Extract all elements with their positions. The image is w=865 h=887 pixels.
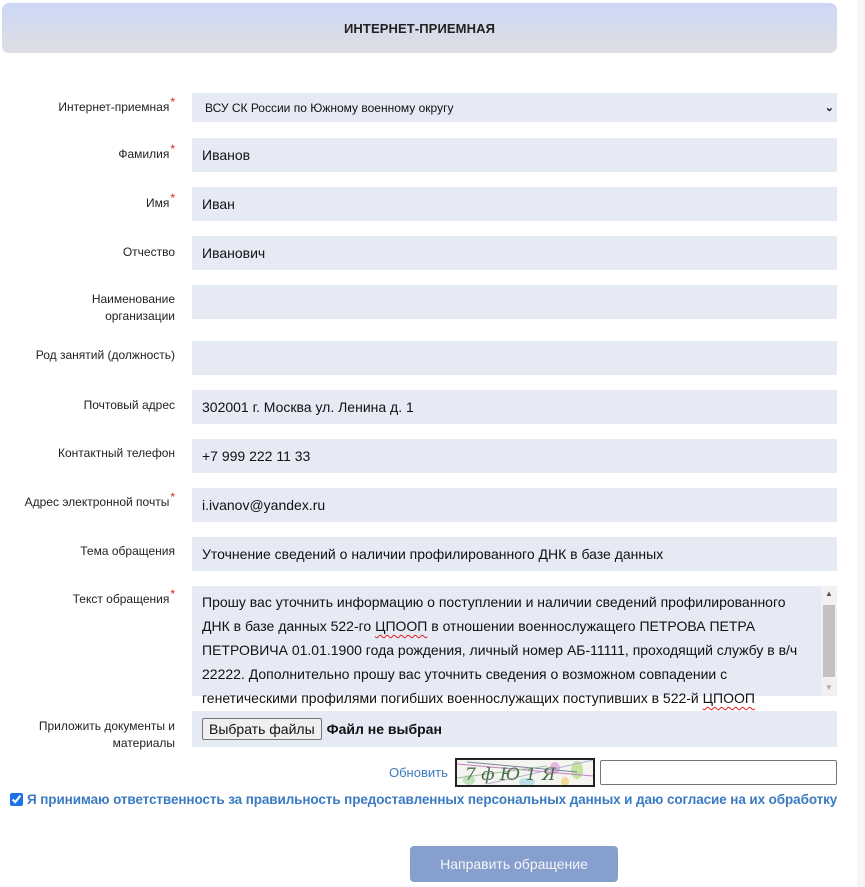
subject-input[interactable] [192,537,837,571]
captcha-graphic [457,760,593,785]
scroll-down-arrow-icon[interactable]: ▼ [825,683,833,692]
patronymic-label: Отчество [122,245,175,259]
page-scrollbar[interactable] [857,0,865,887]
page-title: ИНТЕРНЕТ-ПРИЕМНАЯ [343,20,496,36]
spellcheck-word: ЦПООП [375,618,428,634]
message-label: Текст обращения* [72,587,175,606]
first-name-row [0,187,837,221]
consent-text: Я принимаю ответственность за правильность предоставленных персональных данных и даю согласие на их обработку [27,792,838,807]
required-marker: * [170,191,175,205]
occupation-row [0,341,837,375]
required-marker: * [170,587,175,601]
spellcheck-word: ЦПООП [702,690,755,706]
organization-row [0,285,837,323]
chevron-down-icon: ⌄ [824,102,834,114]
last-name-input[interactable] [192,138,837,172]
postal-address-input[interactable] [192,390,837,424]
last-name-row [0,138,837,172]
first-name-input[interactable] [192,187,837,221]
choose-files-button[interactable]: Выбрать файлы [202,718,322,740]
organization-label: Наименование организации [91,292,175,323]
scrollbar-thumb[interactable] [823,605,835,677]
message-textarea[interactable] [192,586,837,706]
message-row [0,586,837,706]
last-name-label: Фамилия* [118,142,175,161]
required-marker: * [170,490,175,504]
captcha-row [0,758,837,788]
patronymic-input[interactable] [192,236,837,270]
phone-input[interactable] [192,439,837,473]
attachments-row [0,711,837,750]
email-input[interactable] [192,488,837,522]
file-status: Файл не выбран [326,721,442,737]
scroll-up-arrow-icon[interactable]: ▲ [825,589,833,598]
organization-input[interactable] [192,285,837,319]
email-label: Адрес электронной почты* [24,490,175,509]
textarea-scrollbar[interactable] [821,586,837,696]
patronymic-row [0,236,837,270]
submit-button[interactable]: Направить обращение [410,846,618,882]
reception-selected-value: ВСУ СК России по Южному военному округу [205,100,454,115]
required-marker: * [170,142,175,156]
captcha-text: 7 ф Ю 1 Я [465,765,556,785]
reception-select[interactable] [192,93,837,122]
file-upload-field [192,711,837,747]
postal-address-row [0,390,837,424]
occupation-input[interactable] [192,341,837,375]
consent-checkbox[interactable] [10,793,23,806]
first-name-label: Имя* [145,191,175,210]
message-text: Прошу вас уточнить информацию о поступлении и наличии сведений профилированного ДНК в базе данных 522-го ЦПООП в отношении военнослужащего ПЕТРОВА ПЕТРА ПЕТРОВИЧА 01.01.1900 года рождения, личный номер АБ-11111, проходящий службу в в/ч 22222. Дополнительно прошу вас уточнить сведения о возможном совпадении с генетическими профилями погибших военнослужащих поступивших в 522-й ЦПООП [202,594,798,706]
reception-row [0,93,837,123]
email-row [0,488,837,522]
page-header [2,3,837,53]
captcha-input[interactable] [600,760,837,785]
occupation-label: Род занятий (должность) [35,348,175,362]
attachments-label: Приложить документы и материалы [38,719,175,750]
postal-address-label: Почтовый адрес [83,398,175,412]
captcha-refresh-link[interactable]: Обновить [389,765,448,780]
subject-row [0,537,837,571]
required-marker: * [170,95,175,109]
phone-row [0,439,837,473]
phone-label: Контактный телефон [58,446,175,460]
consent-checkbox-row[interactable] [10,792,837,807]
subject-label: Тема обращения [80,544,175,558]
reception-label: Интернет-приемная* [58,95,175,114]
captcha-image [455,758,595,787]
